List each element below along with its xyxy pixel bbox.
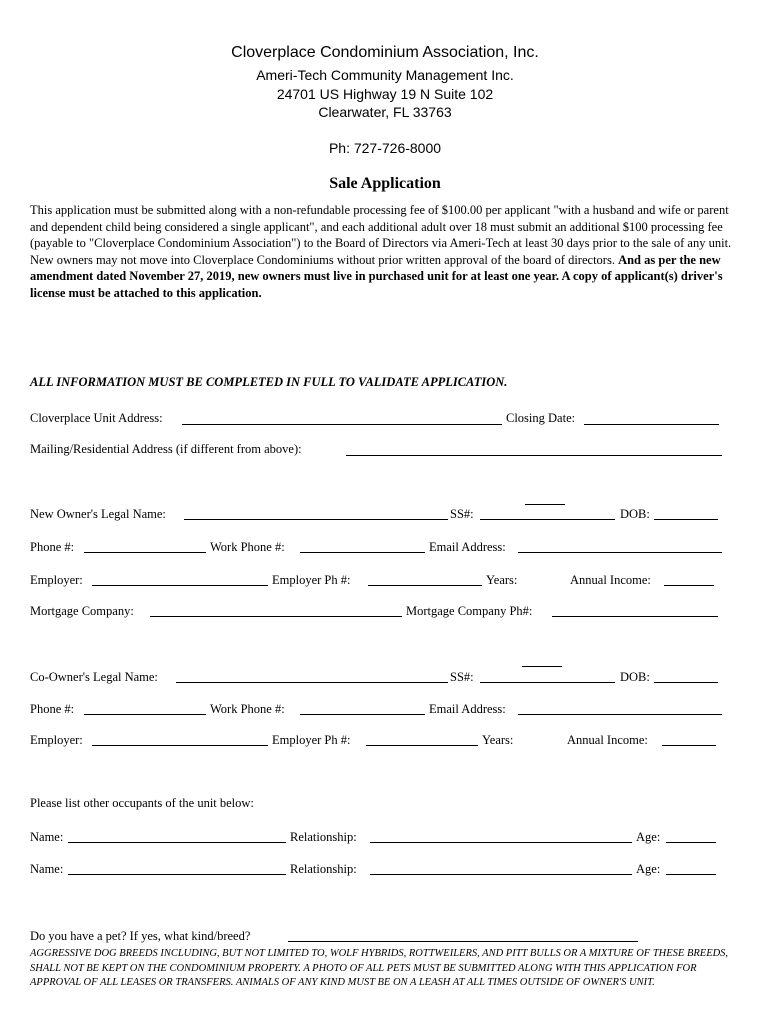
city-address: Clearwater, FL 33763 [318, 104, 452, 120]
occupant-1-name-field[interactable] [68, 842, 286, 843]
coowner-email-field[interactable] [518, 714, 722, 715]
phone-number: Ph: 727-726-8000 [328, 140, 442, 156]
owner-income-label: Annual Income: [570, 573, 651, 587]
page-title: Sale Application [329, 175, 441, 192]
owner-dob-field[interactable] [654, 519, 718, 520]
owner-income-field[interactable] [664, 585, 714, 586]
owner-ssn-label: SS#: [450, 507, 474, 521]
ssn-overline [525, 504, 565, 505]
mailing-address-label: Mailing/Residential Address (if different from above): [30, 442, 302, 456]
occupant-1-relationship-label: Relationship: [290, 830, 357, 844]
closing-date-label: Closing Date: [506, 411, 576, 425]
coowner-email-label: Email Address: [429, 702, 506, 716]
coowner-dob-field[interactable] [654, 682, 718, 683]
occupant-2-relationship-label: Relationship: [290, 862, 357, 876]
occupant-2-name-label: Name: [30, 862, 64, 876]
association-name: Cloverplace Condominium Association, Inc. [231, 44, 539, 61]
owner-employer-field[interactable] [92, 585, 268, 586]
coowner-income-label: Annual Income: [567, 733, 648, 747]
coowner-name-field[interactable] [176, 682, 448, 683]
owner-work-phone-field[interactable] [300, 552, 425, 553]
pet-question: Do you have a pet? If yes, what kind/breed? [30, 929, 251, 943]
closing-date-field[interactable] [584, 424, 719, 425]
occupant-2-age-field[interactable] [666, 874, 716, 875]
coowner-name-label: Co-Owner's Legal Name: [30, 670, 158, 684]
intro-text: This application must be submitted along with a non-refundable processing fee of $100.00 per applicant "with a husband and wife or parent and dependent child being considered a single applicant", and each additional adult over 18 must submit an additional $100 processing fee (payable to "Cloverplace Condominium Association") to the Board of Directors via Ameri-Tech at least 30 days prior to the sale of any unit. New owners may not move into Cloverplace Condominiums without prior written approval of the board of directors. [30, 203, 732, 267]
coowner-employer-ph-field[interactable] [366, 745, 478, 746]
owner-email-label: Email Address: [429, 540, 506, 554]
owner-name-label: New Owner's Legal Name: [30, 507, 166, 521]
coowner-ssn-label: SS#: [450, 670, 474, 684]
owner-ssn-field[interactable] [480, 519, 615, 520]
coowner-phone-label: Phone #: [30, 702, 75, 716]
mortgage-company-label: Mortgage Company: [30, 604, 134, 618]
coowner-employer-ph-label: Employer Ph #: [272, 733, 351, 747]
occupant-1-name-label: Name: [30, 830, 64, 844]
mortgage-company-field[interactable] [150, 616, 402, 617]
owner-dob-label: DOB: [620, 507, 650, 521]
owner-email-field[interactable] [518, 552, 722, 553]
coowner-dob-label: DOB: [620, 670, 650, 684]
coowner-ssn-overline [522, 666, 562, 667]
occupant-2-age-label: Age: [636, 862, 661, 876]
owner-employer-ph-label: Employer Ph #: [272, 573, 351, 587]
mortgage-phone-label: Mortgage Company Ph#: [406, 604, 533, 618]
coowner-phone-field[interactable] [84, 714, 206, 715]
owner-name-field[interactable] [184, 519, 448, 520]
coowner-employer-field[interactable] [92, 745, 268, 746]
mortgage-phone-field[interactable] [552, 616, 718, 617]
pet-field[interactable] [288, 941, 638, 942]
owner-work-phone-label: Work Phone #: [210, 540, 285, 554]
street-address: 24701 US Highway 19 N Suite 102 [276, 86, 494, 102]
occupant-1-age-label: Age: [636, 830, 661, 844]
occupant-1-age-field[interactable] [666, 842, 716, 843]
unit-address-label: Cloverplace Unit Address: [30, 411, 163, 425]
intro-amendment-text: And as per the new amendment dated November 27, 2019, new owners must live in purchased unit for at least one year. A copy of applicant(s) driver's license must be attached to this application. [30, 252, 723, 300]
occupant-1-relationship-field[interactable] [370, 842, 632, 843]
owner-years-label: Years: [486, 573, 518, 587]
coowner-income-field[interactable] [662, 745, 716, 746]
coowner-work-phone-field[interactable] [300, 714, 425, 715]
occupants-prompt: Please list other occupants of the unit below: [30, 796, 254, 810]
owner-employer-ph-field[interactable] [368, 585, 482, 586]
occupant-2-relationship-field[interactable] [370, 874, 632, 875]
pet-warning: AGGRESSIVE DOG BREEDS INCLUDING, BUT NOT LIMITED TO, WOLF HYBRIDS, ROTTWEILERS, AND PITT BULLS OR A MIXTURE OF THESE BREEDS, SHALL NOT BE KEPT ON THE CONDOMINIUM PROPERTY. A PHOTO OF ALL PETS MUST BE SUBMITTED ALONG WITH THIS APPLICATION FOR APPROVAL OF ALL LEASES OR TRANSFERS. ANIMALS OF ANY KIND MUST BE ON A LEASH AT ALL TIMES OUTSIDE OF OWNER'S UNIT. [30, 948, 729, 988]
intro-paragraph [30, 202, 735, 302]
owner-phone-label: Phone #: [30, 540, 75, 554]
completion-notice: ALL INFORMATION MUST BE COMPLETED IN FULL TO VALIDATE APPLICATION. [30, 375, 508, 389]
owner-employer-label: Employer: [30, 573, 83, 587]
coowner-years-label: Years: [482, 733, 514, 747]
coowner-work-phone-label: Work Phone #: [210, 702, 285, 716]
unit-address-field[interactable] [182, 424, 502, 425]
mailing-address-field[interactable] [346, 455, 722, 456]
management-company: Ameri-Tech Community Management Inc. [256, 67, 514, 83]
occupant-2-name-field[interactable] [68, 874, 286, 875]
owner-phone-field[interactable] [84, 552, 206, 553]
coowner-employer-label: Employer: [30, 733, 83, 747]
coowner-ssn-field[interactable] [480, 682, 615, 683]
